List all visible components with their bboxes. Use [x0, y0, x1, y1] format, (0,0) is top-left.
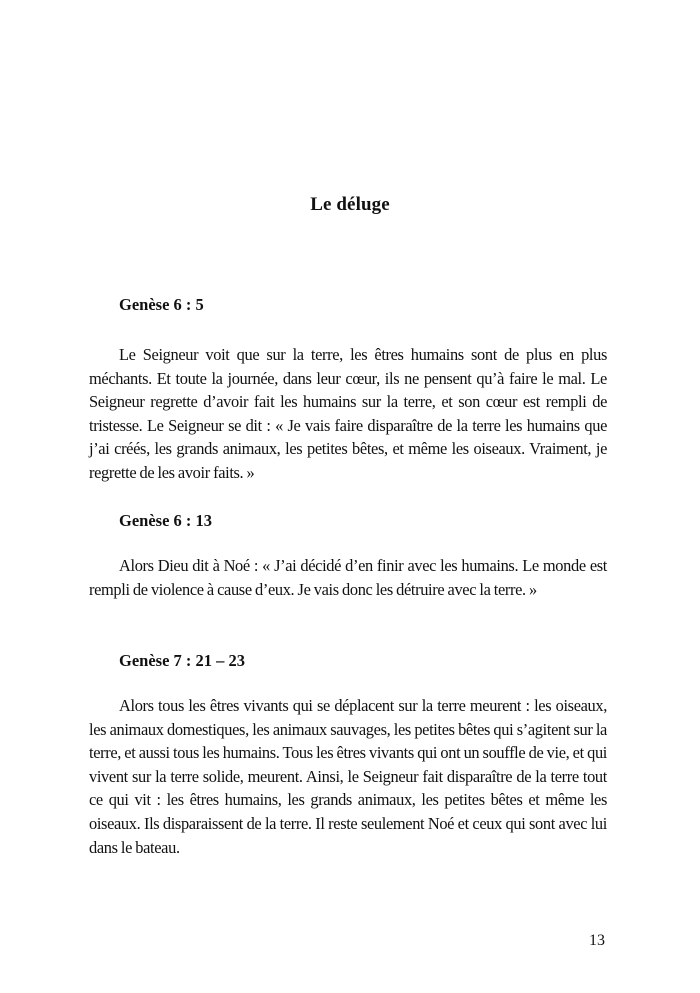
- section-heading-genesis-7-21-23: Genèse 7 : 21 – 23: [119, 651, 246, 670]
- section-text-genesis-7-21-23: Alors tous les êtres vivants qui se déplacent sur la terre meurent : les oiseaux, les animaux domestiques, les animaux sauvages, les petites bêtes qui s’agitent sur la terre, et aussi tous les humains. Tous les êtres vivants qui ont un souffle de vie, et qui vivent sur la terre solide, meurent. Ainsi, le Seigneur fait disparaître de la terre tout ce qui vit : les êtres humains, les grands animaux, les petites bêtes et même les oiseaux. Ils disparaissent de la terre. Il reste seulement Noé et ceux qui sont avec lui dans le bateau.: [89, 696, 607, 857]
- section-heading-genesis-6-13: Genèse 6 : 13: [119, 511, 213, 530]
- page-title: Le déluge: [310, 194, 390, 215]
- section-text-genesis-6-5: Le Seigneur voit que sur la terre, les êtres humains sont de plus en plus méchants. Et toute la journée, dans leur cœur, ils ne pensent qu’à faire le mal. Le Seigneur regrette d’avoir fait les humains sur la terre, et son cœur est rempli de tristesse. Le Seigneur se dit : « Je vais faire disparaître de la terre les humains que j’ai créés, les grands animaux, les petites bêtes, et même les oiseaux. Vraiment, je regrette de les avoir faits. »: [89, 345, 607, 482]
- page-number: 13: [589, 932, 605, 949]
- section-text-genesis-6-13: Alors Dieu dit à Noé : « J’ai décidé d’en finir avec les humains. Le monde est rempli de violence à cause d’eux. Je vais donc les détruire avec la terre. »: [89, 556, 607, 599]
- section-heading-genesis-6-5: Genèse 6 : 5: [119, 295, 204, 314]
